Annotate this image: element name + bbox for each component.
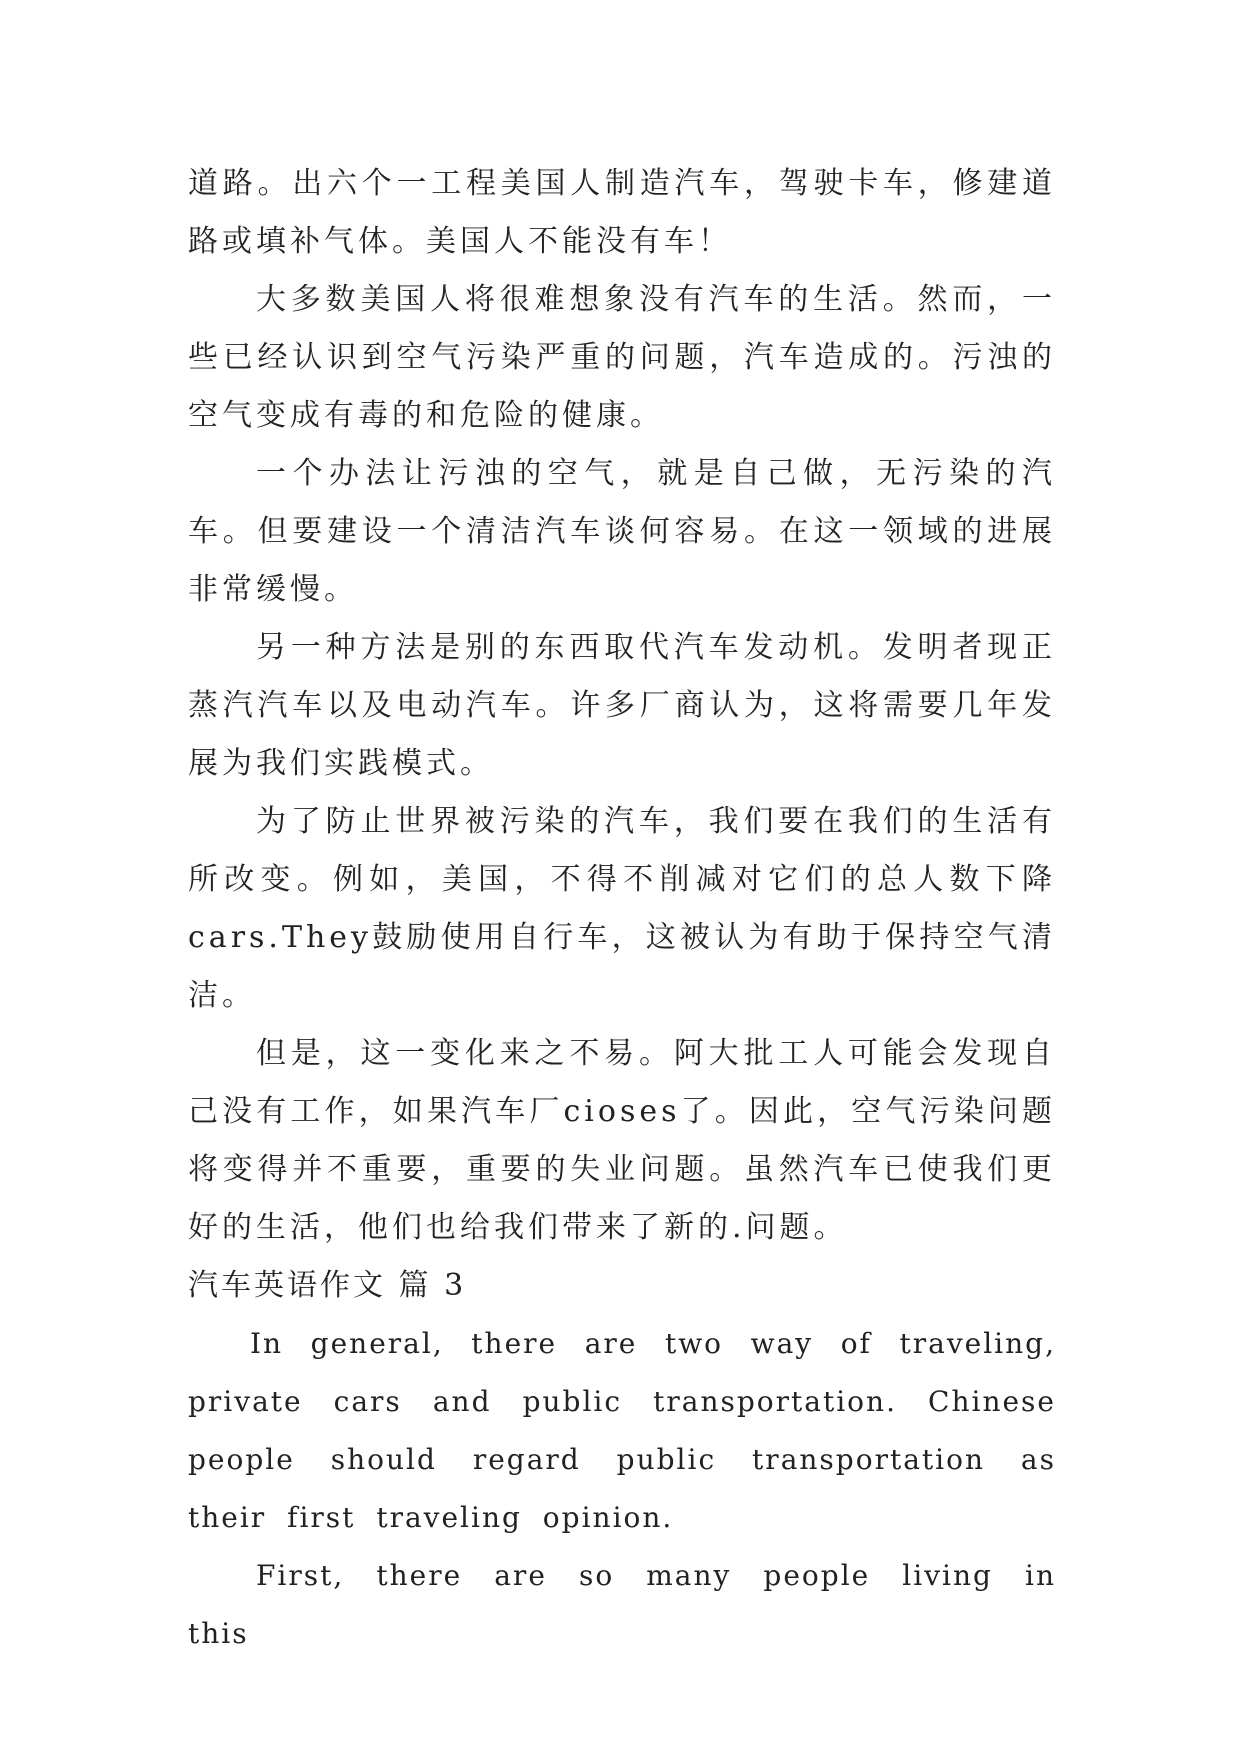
document-page [188,155,1056,1663]
paragraph-lifestyle-change: 为了防止世界被污染的汽车，我们要在我们的生活有所改变。例如，美国，不得不削减对它们的总人数下降cars.They鼓励使用自行车，这被认为有助于保持空气清洁。 [188,804,1056,1013]
section-heading: 汽车英语作文 篇 3 [188,1268,467,1303]
paragraph-clean-car: 一个办法让污浊的空气，就是自己做，无污染的汽车。但要建设一个清洁汽车谈何容易。在这一领域的进展非常缓慢。 [188,456,1056,607]
english-paragraph-first: First, there are so many people living in this [188,1559,1056,1650]
english-paragraph-intro: In general, there are two way of traveling, private cars and public transportation. Chinese people should regard public transportation as their first traveling opinion. [188,1327,1056,1534]
paragraph-engine-replacement: 另一种方法是别的东西取代汽车发动机。发明者现正蒸汽汽车以及电动汽车。许多厂商认为，这将需要几年发展为我们实践模式。 [188,630,1056,781]
paragraph-air-pollution: 大多数美国人将很难想象没有汽车的生活。然而，一些已经认识到空气污染严重的问题，汽车造成的。污浊的空气变成有毒的和危险的健康。 [188,282,1056,433]
paragraph-unemployment: 但是，这一变化来之不易。阿大批工人可能会发现自己没有工作，如果汽车厂cioses了。因此，空气污染问题将变得并不重要，重要的失业问题。虽然汽车已使我们更好的生活，他们也给我们带来了新的.问题。 [188,1036,1056,1245]
paragraph-continued: 道路。出六个一工程美国人制造汽车，驾驶卡车，修建道路或填补气体。美国人不能没有车！ [188,166,1056,259]
